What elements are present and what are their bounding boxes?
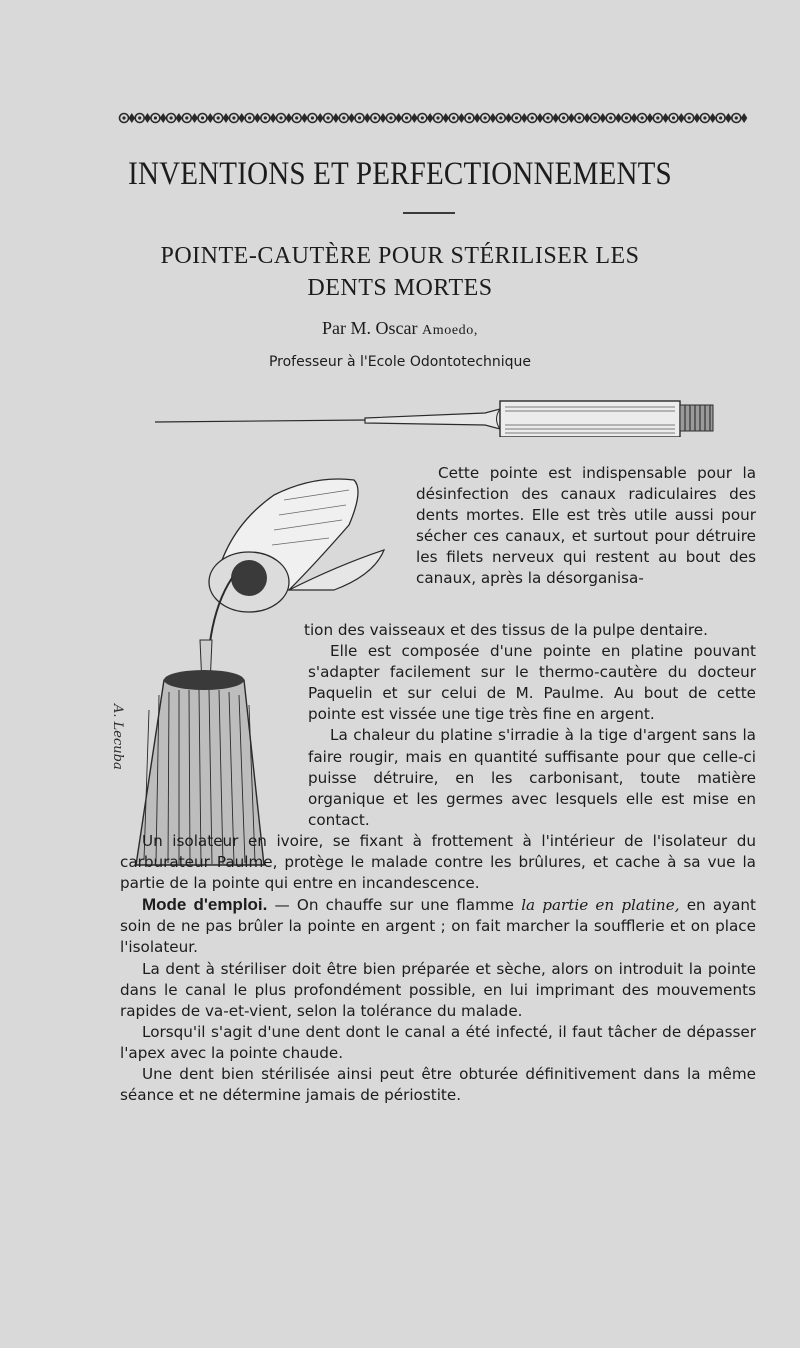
svg-text:A. Lecuba: A. Lecuba bbox=[110, 704, 125, 770]
paragraph-7: Lorsqu'il s'agit d'une dent dont le canal a été infecté, il faut tâcher de dépasser l'apex avec la pointe chaude. bbox=[120, 1022, 756, 1062]
paragraph-1-end: tion des vaisseaux et des tissus de la pulpe dentaire. bbox=[304, 621, 708, 639]
section-title: INVENTIONS ET PERFECTIONNEMENTS bbox=[128, 156, 672, 192]
p5-text-2: en ayant soin de ne pas brûler la pointe en argent ; on fait marcher la soufflerie et on place l'isolateur. bbox=[120, 896, 757, 957]
article-title bbox=[0, 240, 800, 304]
byline-prefix: Par M. Oscar bbox=[322, 318, 423, 338]
paragraph-3: La chaleur du platine s'irradie à la tige d'argent sans la faire rougir, mais en quantité suffisante pour que celle-ci puisse détruire, en les carbonisant, toute matière organique et les germes avec lesquels elle est mise en contact. bbox=[308, 726, 756, 829]
p5-text-1: — On chauffe sur une flamme bbox=[267, 896, 522, 915]
ornamental-border bbox=[116, 108, 753, 128]
paragraph-5 bbox=[120, 894, 756, 958]
paragraph-4: Un isolateur en ivoire, se fixant à frottement à l'intérieur de l'isolateur du carburateur Paulme, protège le malade contre les brûlures, et cache à sa vue la partie de la pointe qui entre en incandescence. bbox=[120, 831, 756, 893]
intro-paragraph-wrapped bbox=[416, 463, 756, 590]
paragraph-1: Cette pointe est indispensable pour la désinfection des canaux radiculaires des dents mortes. Elle est très utile aussi pour sécher ces canaux, et surtout pour détruire les filets nerveux qui restent au bout des canaux, après la désorganisa- bbox=[416, 464, 756, 588]
cautery-point-illustration bbox=[155, 395, 715, 437]
article-body bbox=[120, 620, 756, 1106]
article-title-line-1: POINTE-CAUTÈRE POUR STÉRILISER LES bbox=[160, 243, 640, 269]
mode-emploi-heading: Mode d'emploi. bbox=[142, 895, 268, 915]
byline bbox=[0, 318, 800, 339]
p5-italic: la partie en platine, bbox=[521, 896, 680, 915]
paragraph-8: Une dent bien stérilisée ainsi peut être obturée définitivement dans la même séance et ne détermine jamais de périostite. bbox=[120, 1064, 756, 1105]
title-rule bbox=[403, 212, 455, 214]
paragraph-6: La dent à stériliser doit être bien préparée et sèche, alors on introduit la pointe dans le canal le plus profondément possible, en lui imprimant des mouvements rapides de va-et-vient, selon la tolérance du malade. bbox=[120, 959, 756, 1020]
article-title-line-2: DENTS MORTES bbox=[307, 275, 493, 301]
author-name: Amoedo, bbox=[422, 323, 478, 338]
paragraph-2: Elle est composée d'une pointe en platine pouvant s'adapter facilement sur le thermo-cautère du docteur Paquelin et sur celui de M. Paulme. Au bout de cette pointe est vissée une tige très fine en argent. bbox=[308, 642, 756, 724]
affiliation: Professeur à l'Ecole Odontotechnique bbox=[268, 354, 532, 370]
